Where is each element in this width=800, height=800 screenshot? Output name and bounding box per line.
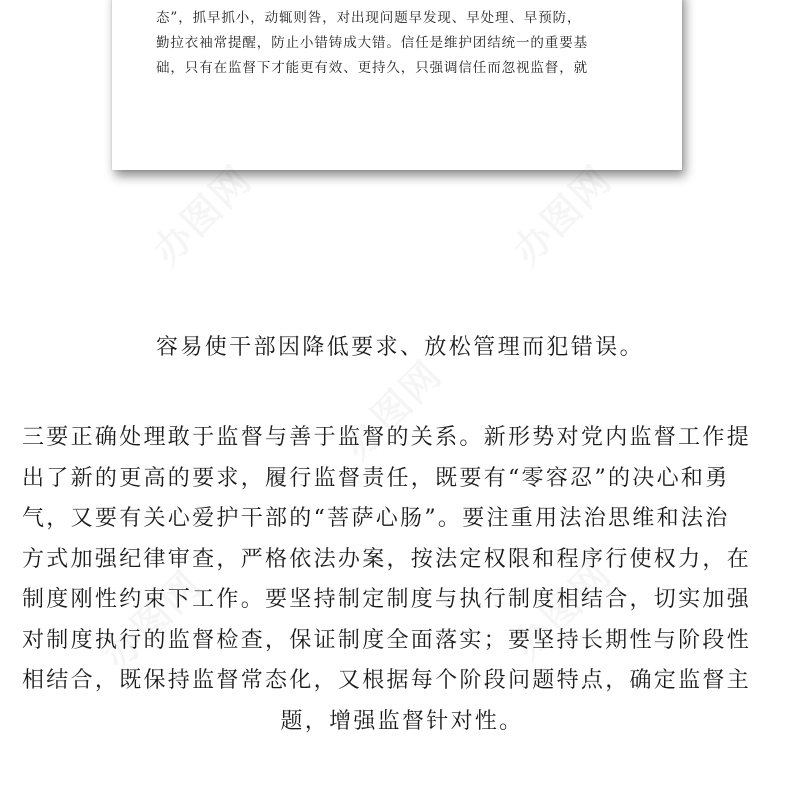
body-paragraph: [22, 418, 782, 742]
paragraph-line: 制度刚性约束下工作。要坚持制定制度与执行制度相结合，切实加强: [22, 587, 752, 612]
page-preview-line: 态”，抓早抓小，动辄则咎，对出现问题早发现、早处理、早预防，: [156, 10, 582, 26]
intro-line: 容易使干部因降低要求、放松管理而犯错误。: [155, 335, 644, 360]
paragraph-line: 出了新的更高的要求，履行监督责任，既要有“零容忍”的决心和勇: [22, 465, 730, 491]
document-page-preview: [112, 0, 682, 170]
page-preview-line: 勤拉衣袖常提醒，防止小错铸成大错。信任是维护团结统一的重要基: [156, 35, 588, 51]
paragraph-line: 相结合，既保持监督常态化，又根据每个阶段问题特点，确定监督主: [22, 668, 752, 693]
page-preview-text: [156, 6, 636, 81]
paragraph-line: 气，又要有关心爱护干部的“菩萨心肠”。要注重用法治思维和法治: [22, 506, 730, 531]
paragraph-line: 题，增强监督针对性。: [280, 708, 524, 734]
paragraph-line: 方式加强纪律审查，严格依法办案，按法定权限和程序行使权力，在: [22, 546, 752, 572]
paragraph-line: 三要正确处理敢于监督与善于监督的关系。新形势对党内监督工作提: [22, 425, 752, 450]
paragraph-line: 对制度执行的监督检查，保证制度全面落实；要坚持长期性与阶段性: [22, 627, 752, 653]
page-preview-line: 础，只有在监督下才能更有效、更持久，只强调信任而忽视监督，就: [156, 60, 588, 76]
